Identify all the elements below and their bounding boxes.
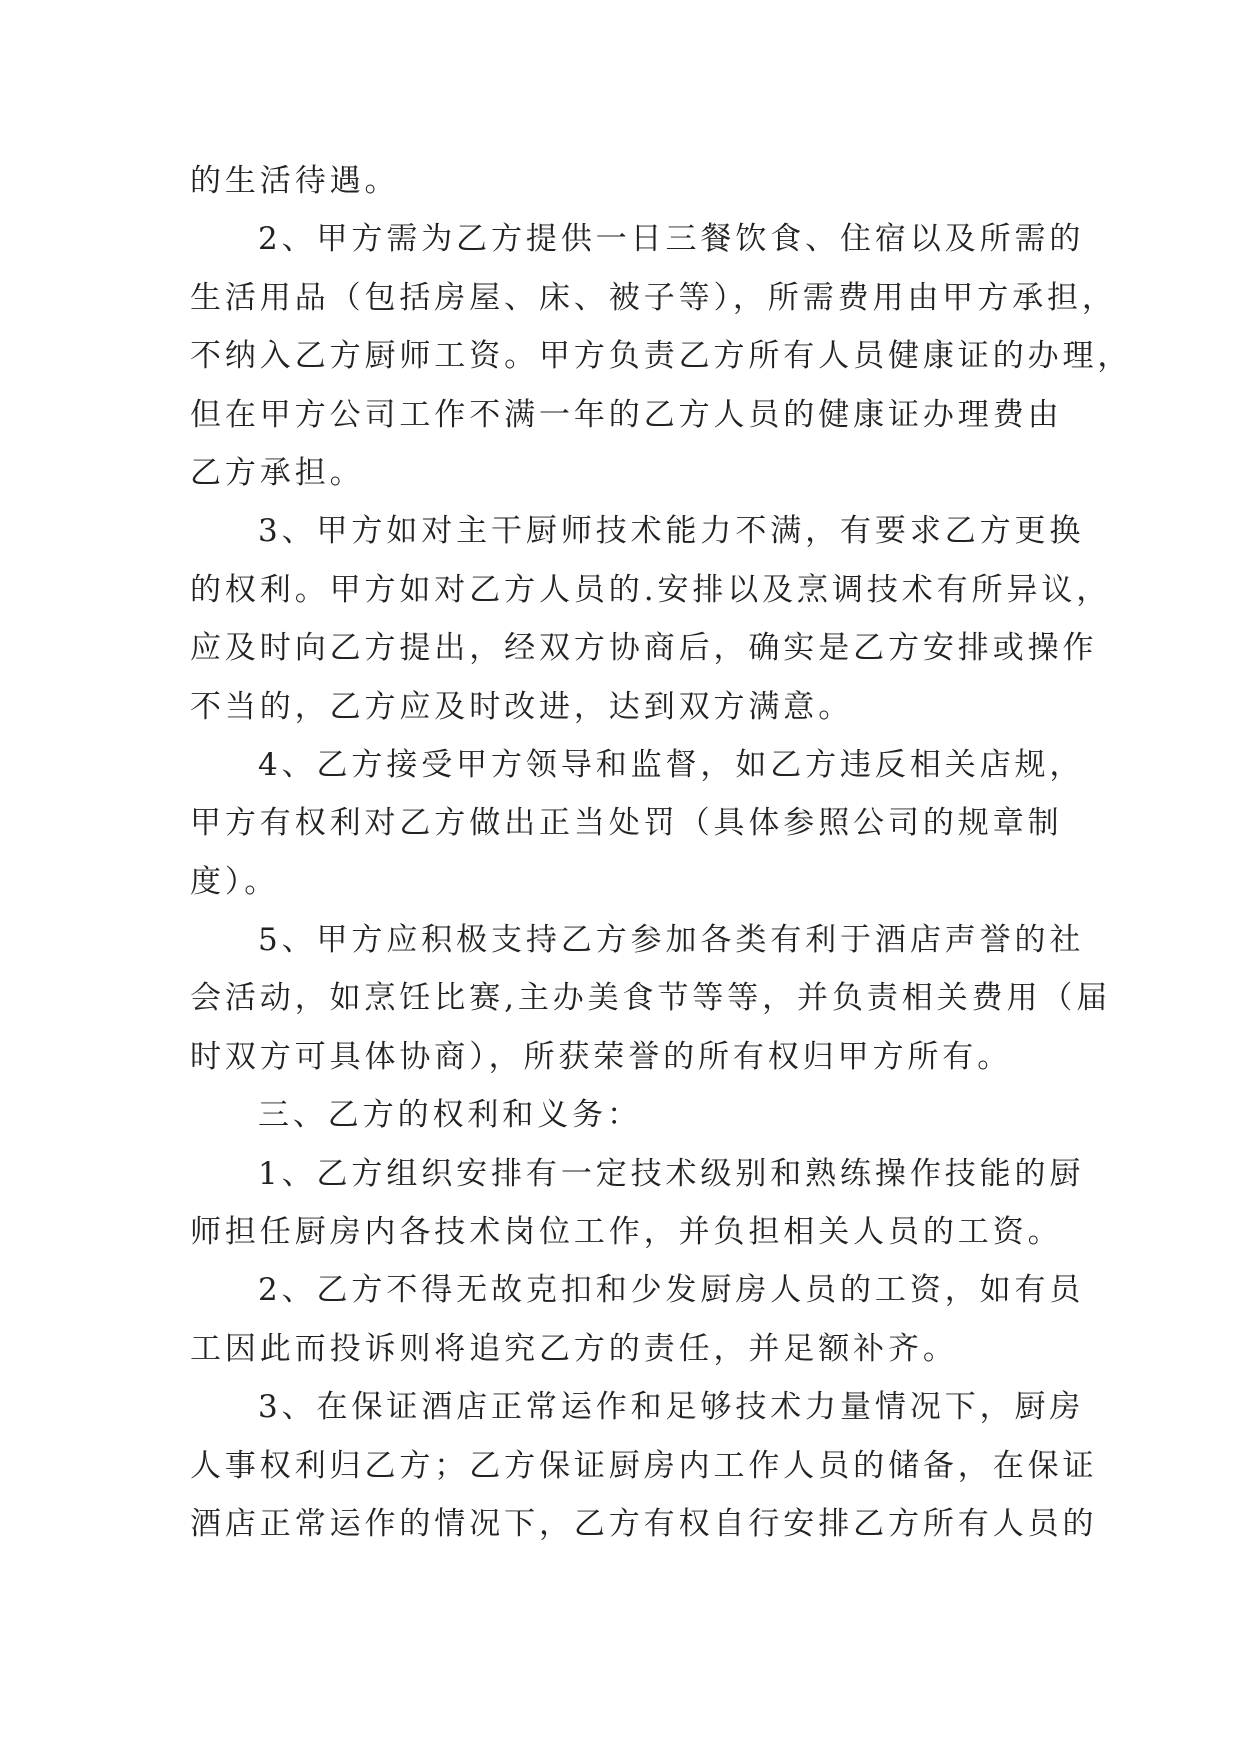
text-line: 3、甲方如对主干厨师技术能力不满，有要求乙方更换 <box>258 513 1085 550</box>
text-line: 不当的，乙方应及时改进，达到双方满意。 <box>190 688 854 725</box>
text-line: 会活动，如烹饪比赛,主办美食节等等，并负责相关费用（届 <box>190 980 1112 1017</box>
text-line: 5、甲方应积极支持乙方参加各类有利于酒店声誉的社 <box>258 922 1085 959</box>
text-line: 酒店正常运作的情况下，乙方有权自行安排乙方所有人员的 <box>190 1505 1098 1542</box>
text-line: 的权利。甲方如对乙方人员的.安排以及烹调技术有所异议， <box>190 571 1112 608</box>
text-line: 甲方有权利对乙方做出正当处罚（具体参照公司的规章制 <box>190 805 1063 842</box>
text-line: 3、在保证酒店正常运作和足够技术力量情况下，厨房 <box>258 1389 1085 1426</box>
document-body <box>190 152 1133 1553</box>
section-heading: 三、乙方的权利和义务： <box>258 1097 642 1134</box>
text-line: 师担任厨房内各技术岗位工作，并负担相关人员的工资。 <box>190 1214 1063 1251</box>
text-line: 2、乙方不得无故克扣和少发厨房人员的工资，如有员 <box>258 1272 1085 1309</box>
text-line: 2、甲方需为乙方提供一日三餐饮食、住宿以及所需的 <box>258 221 1085 258</box>
text-line: 1、乙方组织安排有一定技术级别和熟练操作技能的厨 <box>258 1155 1085 1192</box>
text-line: 工因此而投诉则将追究乙方的责任，并足额补齐。 <box>190 1330 958 1367</box>
text-line: 人事权利归乙方；乙方保证厨房内工作人员的储备，在保证 <box>190 1447 1098 1484</box>
text-line: 乙方承担。 <box>190 454 365 491</box>
text-line: 的生活待遇。 <box>190 163 400 199</box>
text-line: 度）。 <box>190 863 280 900</box>
text-line: 应及时向乙方提出，经双方协商后，确实是乙方安排或操作 <box>190 630 1098 667</box>
text-line: 4、乙方接受甲方领导和监督，如乙方违反相关店规， <box>258 746 1085 783</box>
text-line: 但在甲方公司工作不满一年的乙方人员的健康证办理费由 <box>190 396 1063 433</box>
text-line: 时双方可具体协商），所获荣誉的所有权归甲方所有。 <box>190 1038 1013 1075</box>
text-line: 生活用品（包括房屋、床、被子等），所需费用由甲方承担， <box>190 279 1117 316</box>
text-line: 不纳入乙方厨师工资。甲方负责乙方所有人员健康证的办理， <box>190 338 1133 375</box>
